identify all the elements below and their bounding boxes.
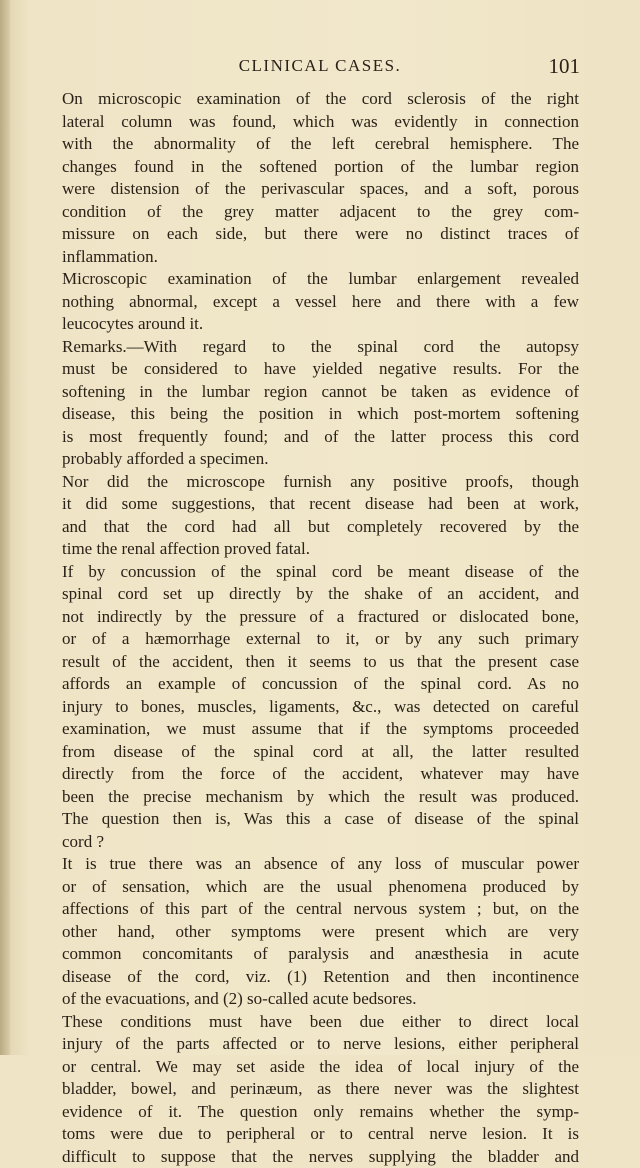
text-line: examination, we must assume that if the symptoms proceeded [62, 718, 579, 741]
text-line: or central. We may set aside the idea of local injury of the [62, 1056, 579, 1079]
running-title: CLINICAL CASES. [60, 56, 580, 76]
text-line: missure on each side, but there were no distinct traces of [62, 223, 579, 246]
text-line: softening in the lumbar region cannot be taken as evidence of [62, 381, 579, 404]
text-line: and that the cord had all but completely recovered by the [62, 516, 579, 539]
text-line: of the evacuations, and (2) so-called acute bedsores. [62, 988, 579, 1011]
text-line: It is true there was an absence of any loss of muscular power [62, 853, 579, 876]
text-line: injury to bones, muscles, ligaments, &c., was detected on careful [62, 696, 579, 719]
text-line: toms were due to peripheral or to central nerve lesion. It is [62, 1123, 579, 1146]
text-line: affords an example of concussion of the spinal cord. As no [62, 673, 579, 696]
text-line: If by concussion of the spinal cord be meant disease of the [62, 561, 579, 584]
text-line: time the renal affection proved fatal. [62, 538, 579, 561]
text-line: it did some suggestions, that recent disease had been at work, [62, 493, 579, 516]
text-line: affections of this part of the central nervous system ; but, on the [62, 898, 579, 921]
text-line: lateral column was found, which was evidently in connection [62, 111, 579, 134]
text-line: were distension of the perivascular spaces, and a soft, porous [62, 178, 579, 201]
text-line: inflammation. [62, 246, 579, 269]
text-line: nothing abnormal, except a vessel here and there with a few [62, 291, 579, 314]
text-line: The question then is, Was this a case of disease of the spinal [62, 808, 579, 831]
text-line: cord ? [62, 831, 579, 854]
text-line: Nor did the microscope furnish any positive proofs, though [62, 471, 579, 494]
text-line: changes found in the softened portion of the lumbar region [62, 156, 579, 179]
text-line: or of a hæmorrhage external to it, or by any such primary [62, 628, 579, 651]
text-line: other hand, other symptoms were present which are very [62, 921, 579, 944]
running-head [60, 56, 580, 80]
page-number: 101 [549, 54, 581, 79]
text-line: probably afforded a specimen. [62, 448, 579, 471]
text-line: injury of the parts affected or to nerve lesions, either peripheral [62, 1033, 579, 1056]
page-binding-edge [0, 0, 10, 1055]
text-line: On microscopic examination of the cord sclerosis of the right [62, 88, 579, 111]
text-line: These conditions must have been due either to direct local [62, 1011, 579, 1034]
text-line: must be considered to have yielded negative results. For the [62, 358, 579, 381]
text-line: evidence of it. The question only remains whether the symp- [62, 1101, 579, 1124]
text-line: is most frequently found; and of the latter process this cord [62, 426, 579, 449]
text-line: directly from the force of the accident, whatever may have [62, 763, 579, 786]
text-line: common concomitants of paralysis and anæsthesia in acute [62, 943, 579, 966]
text-line: disease of the cord, viz. (1) Retention and then incontinence [62, 966, 579, 989]
text-line: leucocytes around it. [62, 313, 579, 336]
text-line: bladder, bowel, and perinæum, as there never was the slightest [62, 1078, 579, 1101]
text-line: result of the accident, then it seems to us that the present case [62, 651, 579, 674]
text-line: disease, this being the position in which post-mortem softening [62, 403, 579, 426]
text-line: Microscopic examination of the lumbar enlargement revealed [62, 268, 579, 291]
text-line: been the precise mechanism by which the result was produced. [62, 786, 579, 809]
text-line: not indirectly by the pressure of a fractured or dislocated bone, [62, 606, 579, 629]
text-line: from disease of the spinal cord at all, the latter resulted [62, 741, 579, 764]
text-line: with the abnormality of the left cerebral hemisphere. The [62, 133, 579, 156]
text-line: difficult to suppose that the nerves supplying the bladder and [62, 1146, 579, 1168]
text-line: or of sensation, which are the usual phenomena produced by [62, 876, 579, 899]
text-line: condition of the grey matter adjacent to the grey com- [62, 201, 579, 224]
text-line: spinal cord set up directly by the shake of an accident, and [62, 583, 579, 606]
text-line: Remarks.—With regard to the spinal cord the autopsy [62, 336, 579, 359]
body-text [62, 88, 579, 1168]
